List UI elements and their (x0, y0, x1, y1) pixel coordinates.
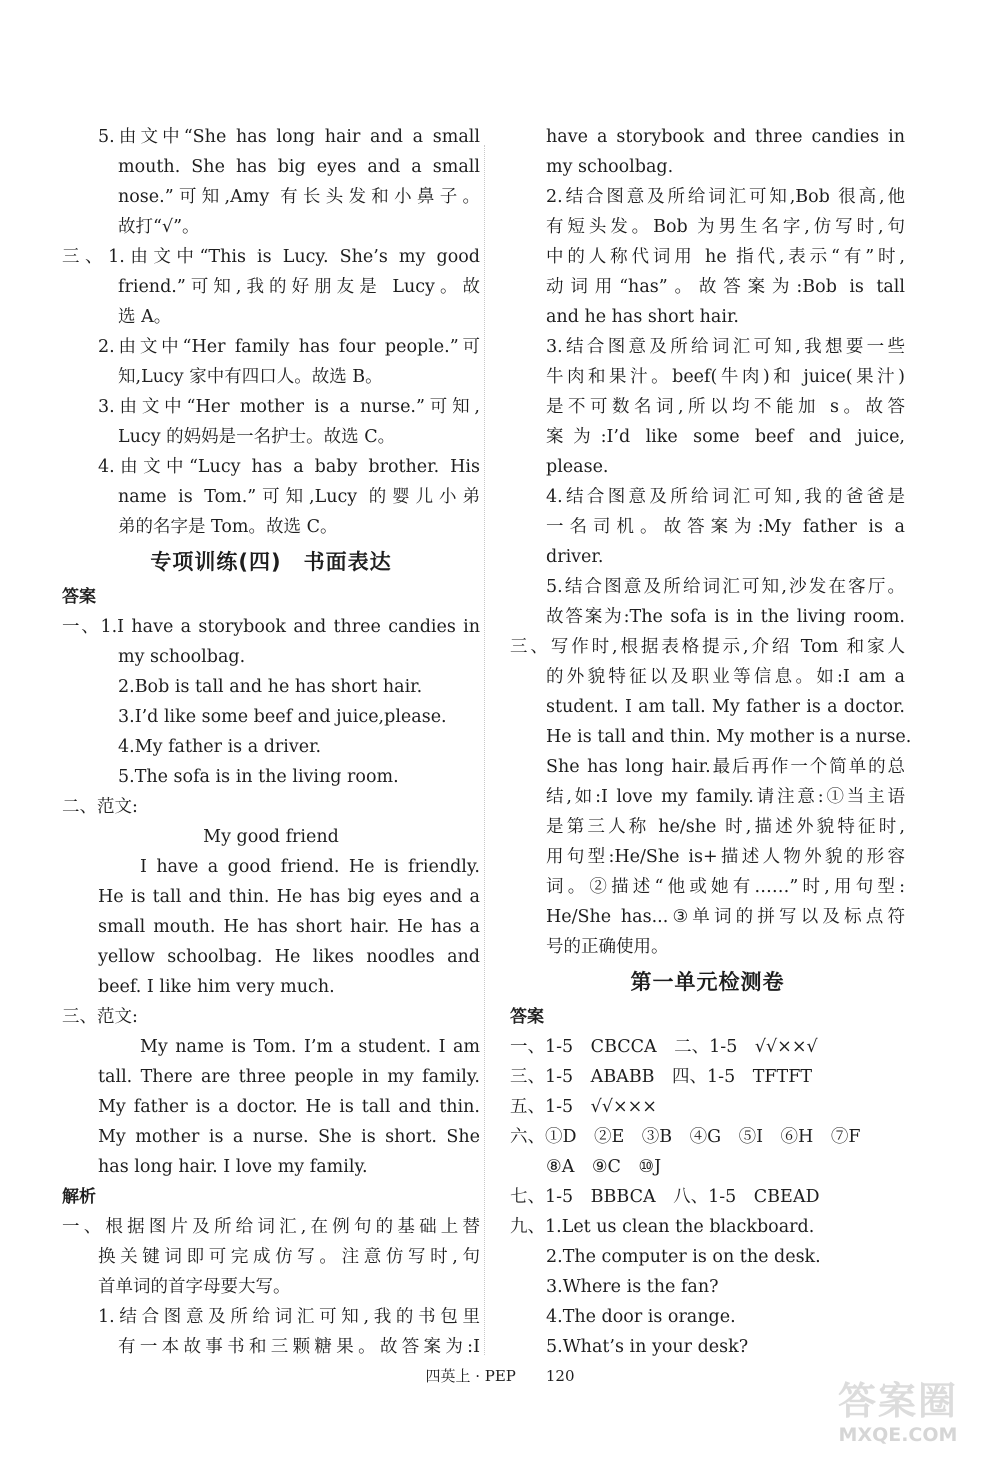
text-line: 一、根据图片及所给词汇,在例句的基础上替 (62, 1217, 480, 1237)
text-line: name is Tom.”可知,Lucy 的婴儿小弟 (118, 487, 480, 507)
text-line: 一名司机。故答案为:My father is a (546, 517, 905, 537)
section-title: 第一单元检测卷 (630, 970, 785, 994)
page-footer: 四英上 · PEP 120 (425, 1367, 575, 1385)
text-line: 3.由文中“Her mother is a nurse.”可知, (98, 397, 480, 417)
answer-row: ⑧A ⑨C ⑩J (546, 1157, 662, 1177)
text-line: 有一本故事书和三颗糖果。故答案为:I (118, 1337, 480, 1357)
text-line: 是不可数名词,所以均不能加 s。故答 (546, 397, 905, 417)
text-line: my schoolbag. (118, 647, 246, 667)
text-line: student. I am tall. My father is a doctor. (546, 697, 905, 717)
text-line: 有短头发。Bob 为男生名字,仿写时,句 (546, 217, 905, 237)
text-line: 一、1.I have a storybook and three candies in (62, 617, 480, 637)
text-line: He is tall and thin. He has big eyes and a (98, 887, 480, 907)
essay-title: My good friend (203, 827, 339, 847)
text-line: 换关键词即可完成仿写。注意仿写时,句 (98, 1247, 480, 1267)
text-line: friend.”可知,我的好朋友是 Lucy。故 (118, 277, 480, 297)
watermark (810, 1376, 986, 1446)
left-column (62, 122, 480, 1362)
answer-row: 九、1.Let us clean the blackboard. (510, 1217, 815, 1237)
text-line: yellow schoolbag. He likes noodles and (98, 947, 480, 967)
text-line: 案为:I’d like some beef and juice, (546, 427, 905, 447)
text-line: Lucy 的妈妈是一名护士。故选 C。 (118, 427, 396, 447)
text-line: 4.My father is a driver. (118, 737, 322, 757)
text-line: 三、1.由文中“This is Lucy. She’s my good (62, 247, 480, 267)
text-line: 结,如:I love my family.请注意:①当主语 (546, 787, 905, 807)
text-line: 二、范文: (62, 797, 138, 817)
text-line: 故答案为:The sofa is in the living room. (546, 607, 905, 627)
watermark-logo: 答案圈 (837, 1379, 958, 1423)
answer-row: 4.The door is orange. (546, 1307, 736, 1327)
text-line: 5.The sofa is in the living room. (118, 767, 399, 787)
answer-row: 五、1-5 √√××× (510, 1097, 657, 1117)
text-line: 2.Bob is tall and he has short hair. (118, 677, 423, 697)
text-line: 动词用“has”。故答案为:Bob is tall (546, 277, 905, 297)
text-line: 5.结合图意及所给词汇可知,沙发在客厅。 (546, 577, 905, 597)
answer-row: 2.The computer is on the desk. (546, 1247, 821, 1267)
analysis-label: 解析 (62, 1187, 96, 1207)
text-line: 知,Lucy 家中有四口人。故选 B。 (118, 367, 383, 387)
answer-row: 3.Where is the fan? (546, 1277, 719, 1297)
text-line: small mouth. He has short hair. He has a (98, 917, 480, 937)
text-line: 三、写作时,根据表格提示,介绍 Tom 和家人 (510, 637, 905, 657)
text-line: 首单词的首字母要大写。 (98, 1277, 291, 1297)
text-line: My name is Tom. I’m a student. I am (140, 1037, 480, 1057)
text-line: My father is a doctor. He is tall and thin. (98, 1097, 480, 1117)
column-divider (484, 145, 485, 1355)
text-line: 3.I’d like some beef and juice,please. (118, 707, 447, 727)
text-line: My mother is a nurse. She is short. She (98, 1127, 480, 1147)
text-line: 词。②描述“他或她有……”时,用句型: (546, 877, 905, 897)
text-line: 5.由文中“She has long hair and a small (98, 127, 480, 147)
answer-row: 七、1-5 BBBCA 八、1-5 CBEAD (510, 1187, 820, 1207)
section-title: 专项训练(四) 书面表达 (150, 550, 392, 574)
text-line: mouth. She has big eyes and a small (118, 157, 480, 177)
text-line: 3.结合图意及所给词汇可知,我想要一些 (546, 337, 905, 357)
text-line: has long hair. I love my family. (98, 1157, 368, 1177)
text-line: 三、范文: (62, 1007, 138, 1027)
text-line: beef. I like him very much. (98, 977, 335, 997)
text-line: 号的正确使用。 (546, 937, 669, 957)
text-line: 牛肉和果汁。beef(牛肉)和 juice(果汁) (546, 367, 905, 387)
text-line: 弟的名字是 Tom。故选 C。 (118, 517, 338, 537)
text-line: 4.由文中“Lucy has a baby brother. His (98, 457, 480, 477)
text-line: please. (546, 457, 609, 477)
answer-label: 答案 (62, 587, 96, 607)
text-line: She has long hair.最后再作一个简单的总 (546, 757, 905, 777)
answer-row: 三、1-5 ABABB 四、1-5 TFTFT (510, 1067, 813, 1087)
text-line: and he has short hair. (546, 307, 739, 327)
text-line: have a storybook and three candies in (546, 127, 905, 147)
text-line: I have a good friend. He is friendly. (140, 857, 480, 877)
text-line: tall. There are three people in my family. (98, 1067, 480, 1087)
text-line: 2.由文中“Her family has four people.”可 (98, 337, 480, 357)
text-line: He/She has...③单词的拼写以及标点符 (546, 907, 905, 927)
answer-row: 5.What’s in your desk? (546, 1337, 749, 1357)
text-line: driver. (546, 547, 604, 567)
text-line: my schoolbag. (546, 157, 674, 177)
text-line: 中的人称代词用 he 指代,表示“有”时, (546, 247, 905, 267)
text-line: He is tall and thin. My mother is a nurse. (546, 727, 912, 747)
answer-row: 一、1-5 CBCCA 二、1-5 √√××√ (510, 1037, 818, 1057)
watermark-url: MXQE.COM (838, 1424, 958, 1446)
answer-label: 答案 (510, 1007, 544, 1027)
text-line: 选 A。 (118, 307, 172, 327)
text-line: 用句型:He/She is+描述人物外貌的形容 (546, 847, 905, 867)
text-line: 的外貌特征以及职业等信息。如:I am a (546, 667, 905, 687)
right-column (510, 122, 912, 1362)
text-line: 故打“√”。 (118, 217, 200, 237)
text-line: 4.结合图意及所给词汇可知,我的爸爸是 (546, 487, 905, 507)
text-line: 1.结合图意及所给词汇可知,我的书包里 (98, 1307, 480, 1327)
text-line: nose.”可知,Amy 有长头发和小鼻子。 (118, 187, 480, 207)
text-line: 2.结合图意及所给词汇可知,Bob 很高,他 (546, 187, 905, 207)
answer-row: 六、①D ②E ③B ④G ⑤I ⑥H ⑦F (510, 1127, 861, 1147)
text-line: 是第三人称 he/she 时,描述外貌特征时, (546, 817, 905, 837)
